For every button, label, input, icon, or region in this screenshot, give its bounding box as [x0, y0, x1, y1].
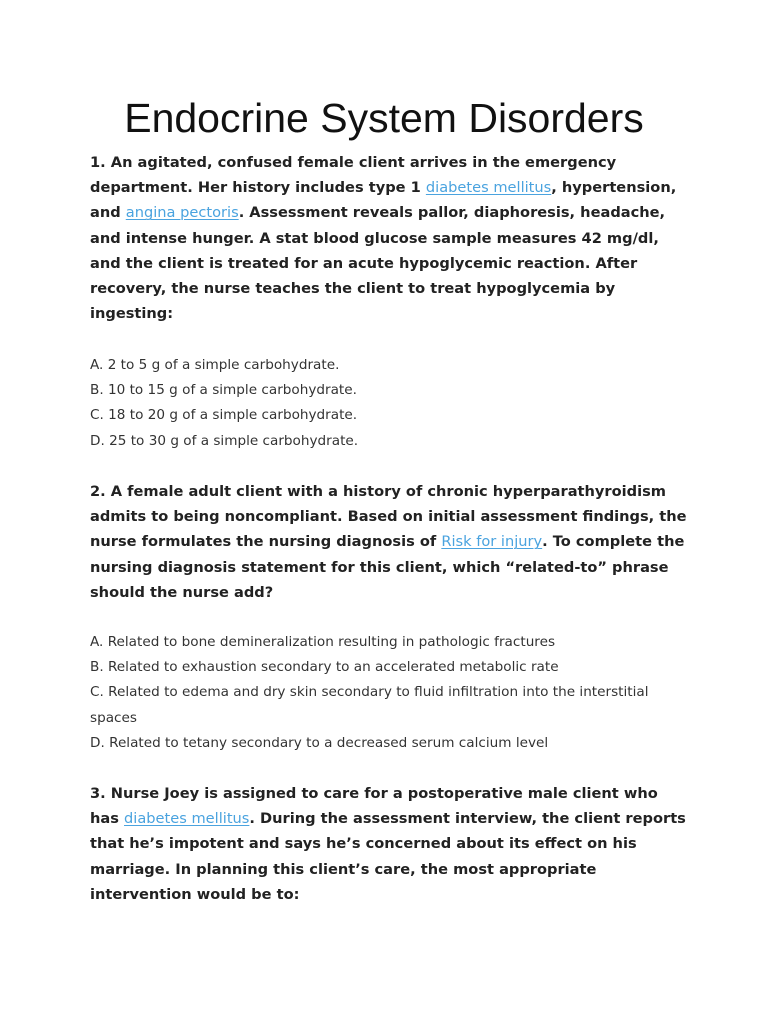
question-number: 2. — [90, 483, 106, 500]
question-text: . To complete the nursing diagnosis statement for this client, which “related-to” phrase should the nurse add? — [90, 533, 685, 601]
question-1 — [90, 150, 690, 326]
question-number: 1. — [90, 154, 106, 171]
link-diabetes-mellitus[interactable]: diabetes mellitus — [425, 179, 552, 197]
question-2 — [90, 479, 690, 605]
link-diabetes-mellitus[interactable]: diabetes mellitus — [124, 810, 250, 828]
option-d: D. Related to tetany secondary to a decreased serum calcium level — [90, 734, 549, 751]
page-title: Endocrine System Disorders — [124, 95, 644, 141]
question-text: . Assessment reveals pallor, diaphoresis, headache, and intense hunger. A stat blood glucose sample measures 42 mg/dl, and the client is treated for an acute hypoglycemic reaction. After recovery, the nurse teaches the client to treat hypoglycemia by ingesting: — [90, 204, 666, 323]
question-3 — [90, 781, 690, 907]
option-b: B. 10 to 15 g of a simple carbohydrate. — [90, 382, 357, 399]
question-1-options — [90, 353, 650, 454]
option-d: D. 25 to 30 g of a simple carbohydrate. — [90, 432, 359, 449]
option-b: B. Related to exhaustion secondary to an accelerated metabolic rate — [90, 659, 559, 676]
option-a: A. Related to bone demineralization resulting in pathologic fractures — [90, 634, 556, 650]
question-text: A female adult client with a history of chronic hyperparathyroidism admits to being noncompliant. Based on initial assessment findings, the nurse formulates the nursing diagnosis of — [90, 483, 687, 551]
option-c: C. Related to edema and dry skin secondary to fluid infiltration into the interstitial spaces — [90, 684, 649, 726]
question-text: . During the assessment interview, the client reports that he’s impotent and says he’s concerned about its effect on his marriage. In planning this client’s care, the most appropriate intervention would be to: — [90, 810, 686, 903]
question-text: Nurse Joey is assigned to care for a postoperative male client who has — [90, 785, 658, 828]
question-2-options — [90, 630, 650, 756]
option-a: A. 2 to 5 g of a simple carbohydrate. — [90, 357, 340, 373]
link-risk-for-injury[interactable]: Risk for injury — [441, 533, 543, 551]
link-angina-pectoris[interactable]: angina pectoris — [125, 204, 239, 222]
question-text: , hypertension, and — [90, 179, 677, 222]
option-c: C. 18 to 20 g of a simple carbohydrate. — [90, 407, 358, 424]
question-text: An agitated, confused female client arrives in the emergency department. Her history includes type 1 — [90, 154, 617, 197]
question-number: 3. — [90, 785, 106, 802]
